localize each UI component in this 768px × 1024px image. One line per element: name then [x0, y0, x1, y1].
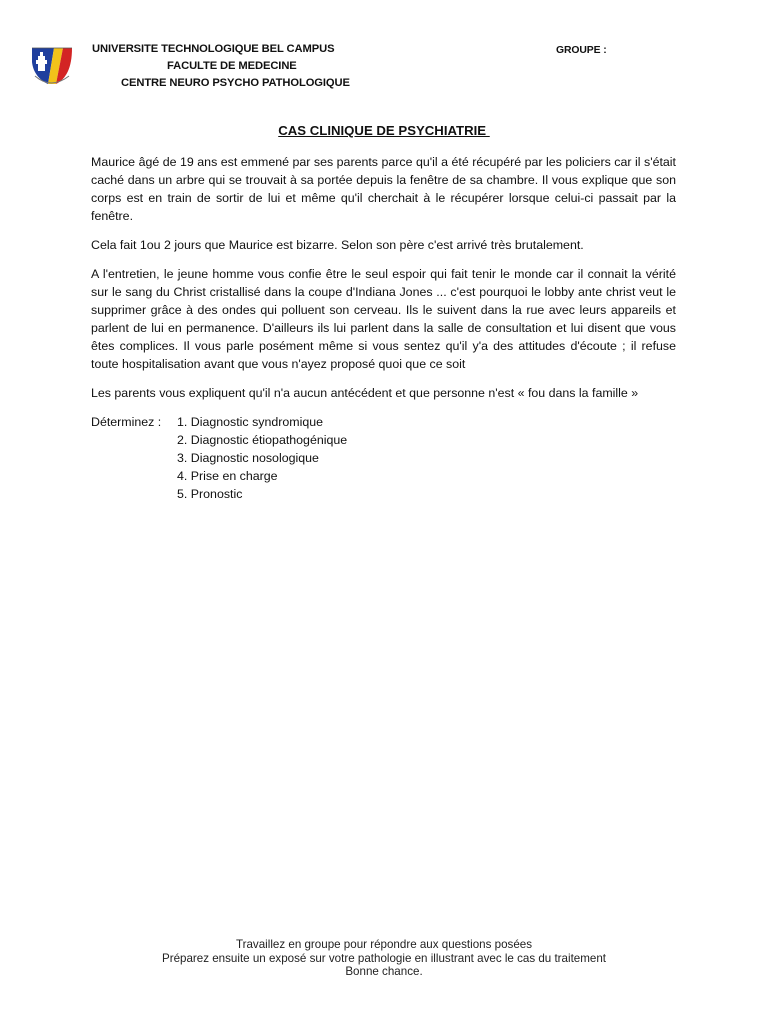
task-item: 2. Diagnostic étiopathogénique — [177, 433, 348, 447]
task-item: 1. Diagnostic syndromique — [177, 415, 324, 429]
center-name: CENTRE NEURO PSYCHO PATHOLOGIQUE — [121, 77, 350, 89]
footer-line: Travaillez en groupe pour répondre aux questions posées — [235, 938, 533, 951]
document-title-row — [0, 123, 768, 138]
task-item: 3. Diagnostic nosologique — [177, 451, 319, 465]
faculty-name: FACULTE DE MEDECINE — [167, 60, 297, 72]
tasks-label: Déterminez : — [91, 415, 162, 429]
university-crest-icon — [29, 42, 75, 88]
footer-line: Préparez ensuite un exposé sur votre pathologie en illustrant avec le cas du traitement — [161, 951, 607, 965]
case-paragraph: Maurice âgé de 19 ans est emmené par ses parents parce qu'il a été récupéré par les policiers car il s'était caché dans un arbre qui se trouvait à sa portée depuis la fenêtre de sa chambre. Il vous explique que son corps est en train de sortir de lui et même qu'il cherchait à le récupérer lorsque celui-ci passait par la fenêtre. — [91, 155, 676, 223]
crest-shield-graphic — [29, 42, 75, 88]
university-name: UNIVERSITE TECHNOLOGIQUE BEL CAMPUS — [92, 43, 335, 55]
tasks-section — [91, 413, 676, 503]
document-title: CAS CLINIQUE DE PSYCHIATRIE — [278, 123, 490, 138]
case-paragraph: A l'entretien, le jeune homme vous confie être le seul espoir qui fait tenir le monde car il connait la vérité sur le sang du Christ cristallisé dans la coupe d'Indiana Jones ... c'est pourquoi le lobby ante christ veut le supprimer grâce à des ondes qui polluent son cerveau. Ils le suivent dans la rue avec leurs appareils et parlent de lui en permanence. D'ailleurs ils lui parlent dans la salle de consultation et lui disent que vous êtes complices. Il vous parle posément même si vous sentez qu'il y'a des attitudes d'écoute ; il refuse toute hospitalisation avant que vous n'ayez proposé quoi que ce soit — [91, 267, 676, 371]
footer-instructions — [0, 938, 768, 979]
footer-line: Bonne chance. — [345, 965, 423, 978]
case-paragraph: Les parents vous expliquent qu'il n'a aucun antécédent et que personne n'est « fou dans la famille » — [91, 386, 639, 400]
case-body — [91, 153, 676, 503]
group-label: GROUPE : — [556, 45, 607, 56]
tasks-list — [177, 413, 347, 503]
task-item: 4. Prise en charge — [177, 469, 278, 483]
case-paragraph: Cela fait 1ou 2 jours que Maurice est bizarre. Selon son père c'est arrivé très brutalement. — [91, 238, 584, 252]
task-item: 5. Pronostic — [177, 487, 243, 501]
